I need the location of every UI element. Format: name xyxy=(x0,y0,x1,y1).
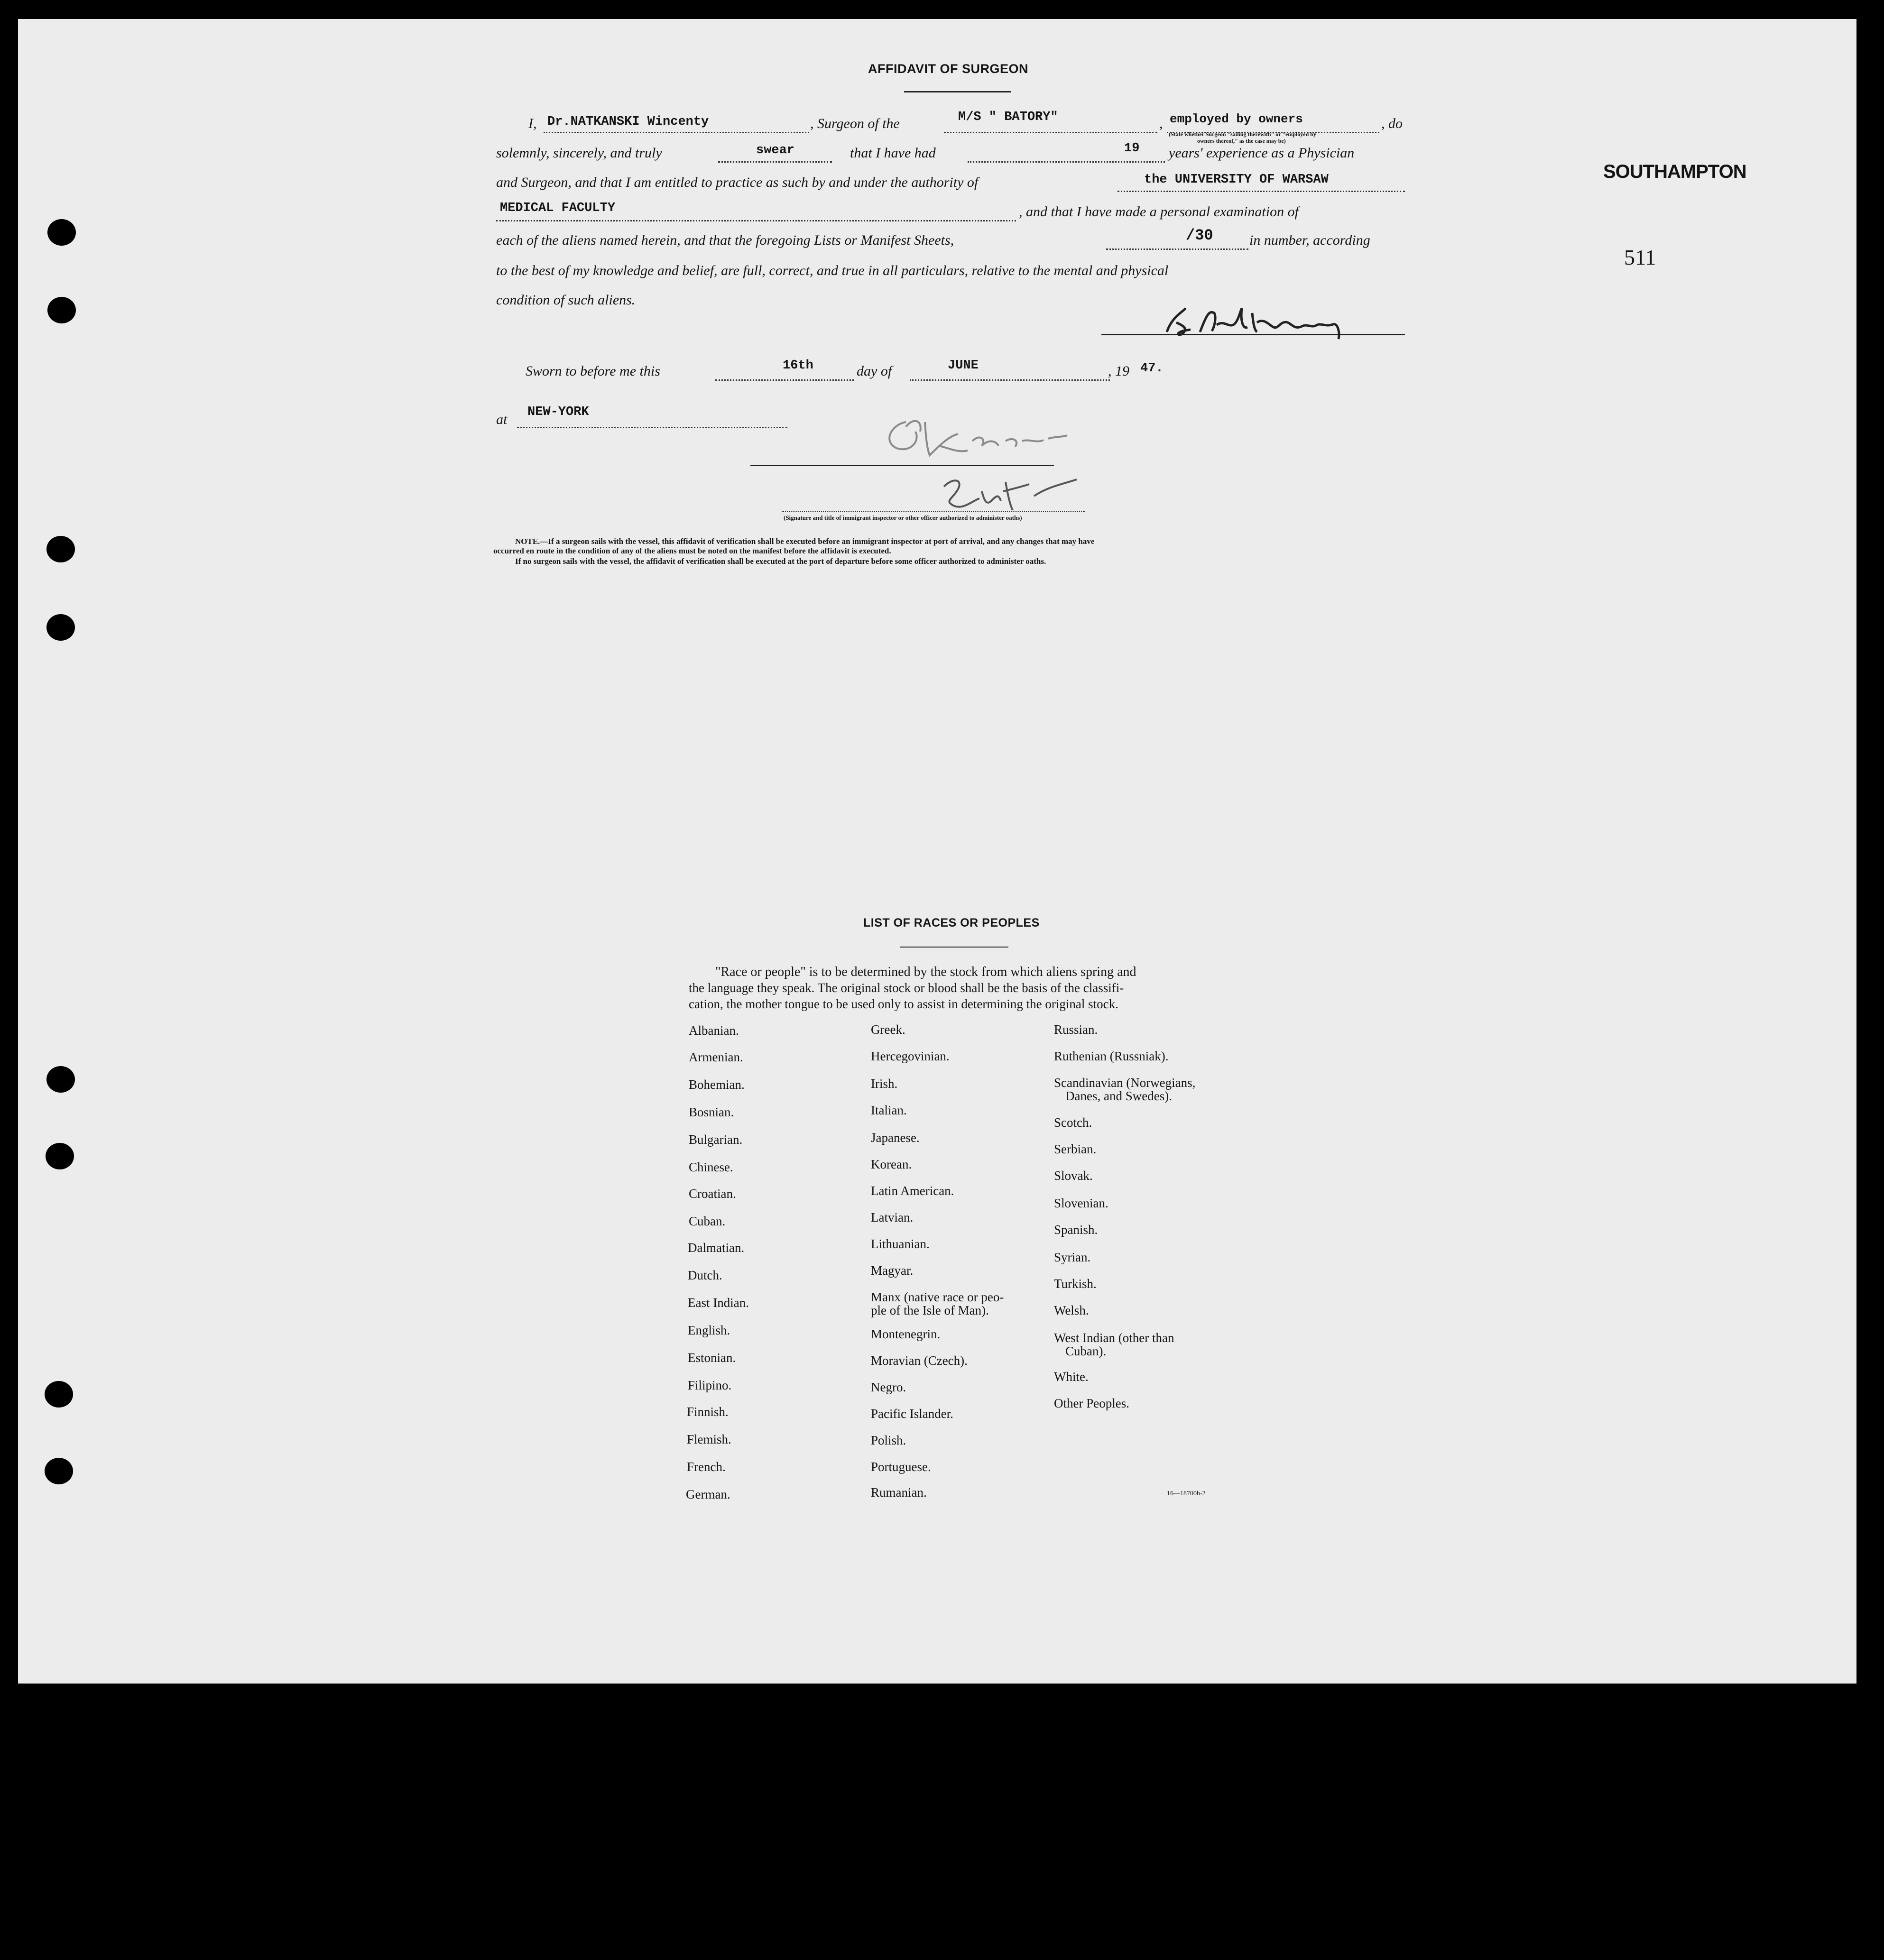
text-line1-c: , xyxy=(1159,116,1163,131)
note-line-3: If no surgeon sails with the vessel, the affidavit of verification shall be executed at the port of departure before some officer authorized to administer oaths. xyxy=(515,557,1046,566)
race-item: East Indian. xyxy=(688,1296,749,1310)
race-item: Chinese. xyxy=(689,1160,733,1174)
text-line1-d: , do xyxy=(1381,116,1403,131)
authority-field-2: MEDICAL FACULTY xyxy=(500,201,616,215)
officer-caption: (Signature and title of immigrant inspector or other officer authorized to administer oaths) xyxy=(784,514,1022,521)
authority-field-line-1 xyxy=(1117,191,1405,192)
race-item: West Indian (other than xyxy=(1054,1331,1174,1345)
page-number-stamp: 511 xyxy=(1624,245,1656,269)
years-field-line xyxy=(968,161,1165,163)
officer-title-line xyxy=(782,511,1085,512)
note-line-1: NOTE.—If a surgeon sails with the vessel, this affidavit of verification shall be executed before an immigrant inspector at port of arrival, and any changes that may have xyxy=(515,537,1095,546)
races-intro-3: cation, the mother tongue to be used only to assist in determining the original stock. xyxy=(689,997,1118,1011)
text-line1-a: I, xyxy=(528,116,537,131)
punch-hole xyxy=(47,297,76,323)
race-item: Lithuanian. xyxy=(871,1237,930,1251)
race-item: Greek. xyxy=(871,1022,905,1037)
race-item: Dalmatian. xyxy=(688,1241,745,1255)
race-item: Spanish. xyxy=(1054,1223,1098,1237)
race-item: Negro. xyxy=(871,1380,906,1394)
race-item: Filipino. xyxy=(688,1378,732,1392)
race-item: Turkish. xyxy=(1054,1277,1097,1291)
race-item: Irish. xyxy=(871,1077,898,1091)
employment-field: employed by owners xyxy=(1170,112,1303,126)
month-field: JUNE xyxy=(948,359,979,373)
race-item: Cuban). xyxy=(1065,1344,1107,1358)
text-line5-a: each of the aliens named herein, and that the foregoing Lists or Manifest Sheets, xyxy=(496,232,954,248)
day-field: 16th xyxy=(783,359,813,373)
at-label: at xyxy=(496,412,508,427)
races-title-underline xyxy=(900,947,1008,948)
employment-instruction-1: (State whether Surgeon "sailing therewith" or "employed by xyxy=(1169,131,1316,138)
race-item: Hercegovinian. xyxy=(871,1049,950,1063)
punch-hole xyxy=(46,1143,74,1169)
text-line4-b: , and that I have made a personal examination of xyxy=(1019,204,1299,220)
race-item: Slovak. xyxy=(1054,1169,1093,1183)
race-item: Bohemian. xyxy=(689,1077,745,1092)
races-intro-1: "Race or people" is to be determined by the stock from which aliens spring and xyxy=(715,965,1136,979)
punch-hole xyxy=(46,1066,75,1093)
sworn-text-c: , 19 xyxy=(1108,363,1129,379)
vessel-field: M/S " BATORY" xyxy=(958,110,1058,124)
sheets-field: /30 xyxy=(1186,227,1213,244)
text-line2-c: years' experience as a Physician xyxy=(1169,145,1355,161)
race-item: Croatian. xyxy=(689,1187,736,1201)
race-item: Russian. xyxy=(1054,1022,1098,1037)
race-item: Moravian (Czech). xyxy=(871,1353,968,1368)
races-intro-2: the language they speak. The original stock or blood shall be the basis of the classifi- xyxy=(689,981,1124,995)
sworn-text-a: Sworn to before me this xyxy=(526,363,660,379)
oath-field: swear xyxy=(756,143,795,157)
text-line2-b: that I have had xyxy=(850,145,936,161)
punch-hole xyxy=(45,1381,73,1408)
race-item: Bulgarian. xyxy=(689,1132,743,1147)
race-item: Bosnian. xyxy=(689,1105,734,1119)
title-underline xyxy=(904,91,1011,92)
years-field: 19 xyxy=(1124,141,1140,156)
race-item: German. xyxy=(686,1487,730,1501)
authority-field-1: the UNIVERSITY OF WARSAW xyxy=(1144,173,1329,187)
day-field-line xyxy=(715,379,854,381)
race-item: Serbian. xyxy=(1054,1142,1097,1156)
races-title: LIST OF RACES OR PEOPLES xyxy=(863,916,1040,929)
text-line1-b: , Surgeon of the xyxy=(810,116,900,131)
port-stamp: SOUTHAMPTON xyxy=(1603,161,1746,182)
race-item: French. xyxy=(687,1460,726,1474)
surgeon-name-field: Dr.NATKANSKI Wincenty xyxy=(547,115,709,129)
punch-hole xyxy=(47,219,76,246)
punch-hole xyxy=(46,614,75,641)
officer-signature xyxy=(877,413,1077,465)
text-line2-a: solemnly, sincerely, and truly xyxy=(496,145,662,161)
affidavit-title: AFFIDAVIT OF SURGEON xyxy=(868,62,1028,76)
race-item: Manx (native race or peo- xyxy=(871,1290,1004,1304)
race-item: Albanian. xyxy=(689,1023,739,1038)
place-field: NEW-YORK xyxy=(527,405,589,419)
race-item: ple of the Isle of Man). xyxy=(871,1303,989,1317)
race-item: English. xyxy=(688,1323,730,1337)
race-item: Dutch. xyxy=(688,1268,722,1282)
race-item: Other Peoples. xyxy=(1054,1396,1129,1410)
race-item: Flemish. xyxy=(687,1432,731,1446)
race-item: Scotch. xyxy=(1054,1115,1092,1130)
race-item: Montenegrin. xyxy=(871,1327,941,1341)
sworn-text-b: day of xyxy=(857,363,892,379)
punch-hole xyxy=(45,1458,73,1484)
race-item: Slovenian. xyxy=(1054,1196,1108,1210)
oath-field-line xyxy=(718,161,832,163)
race-item: Syrian. xyxy=(1054,1250,1091,1264)
race-item: White. xyxy=(1054,1370,1089,1384)
text-line7: condition of such aliens. xyxy=(496,292,636,308)
race-item: Armenian. xyxy=(689,1050,743,1064)
employment-instruction-2: owners thereof," as the case may be) xyxy=(1197,138,1286,144)
officer-title-signature xyxy=(934,472,1086,515)
officer-signature-line xyxy=(750,465,1054,466)
race-item: Finnish. xyxy=(687,1405,729,1419)
month-field-line xyxy=(910,379,1110,381)
text-line6: to the best of my knowledge and belief, are full, correct, and true in all particulars, relative to the mental and physical xyxy=(496,263,1169,278)
race-item: Welsh. xyxy=(1054,1303,1089,1317)
race-item: Rumanian. xyxy=(871,1485,927,1500)
year-field: 47. xyxy=(1140,361,1164,376)
race-item: Pacific Islander. xyxy=(871,1407,953,1421)
race-item: Japanese. xyxy=(871,1131,920,1145)
text-line5-b: in number, according xyxy=(1249,232,1370,248)
race-item: Latin American. xyxy=(871,1184,954,1198)
name-field-line xyxy=(544,132,809,133)
form-number: 16—18700b-2 xyxy=(1167,1490,1206,1497)
race-item: Ruthenian (Russniak). xyxy=(1054,1049,1169,1063)
text-line3-a: and Surgeon, and that I am entitled to practice as such by and under the authority of xyxy=(496,175,979,190)
punch-hole xyxy=(46,536,75,562)
note-line-2: occurred en route in the condition of any of the aliens must be noted on the manifest before the affidavit is executed. xyxy=(493,546,891,555)
race-item: Magyar. xyxy=(871,1263,914,1278)
race-item: Cuban. xyxy=(689,1214,726,1228)
race-item: Italian. xyxy=(871,1103,907,1117)
race-item: Latvian. xyxy=(871,1210,914,1224)
race-item: Danes, and Swedes). xyxy=(1065,1089,1172,1103)
vessel-field-line xyxy=(944,132,1157,133)
sheets-field-line xyxy=(1106,248,1248,250)
race-item: Portuguese. xyxy=(871,1460,931,1474)
race-item: Polish. xyxy=(871,1433,906,1447)
place-field-line xyxy=(517,427,787,428)
authority-field-line-2 xyxy=(496,220,1016,221)
race-item: Estonian. xyxy=(688,1351,736,1365)
surgeon-signature xyxy=(1162,304,1371,341)
race-item: Korean. xyxy=(871,1157,912,1171)
race-item: Scandinavian (Norwegians, xyxy=(1054,1076,1196,1090)
